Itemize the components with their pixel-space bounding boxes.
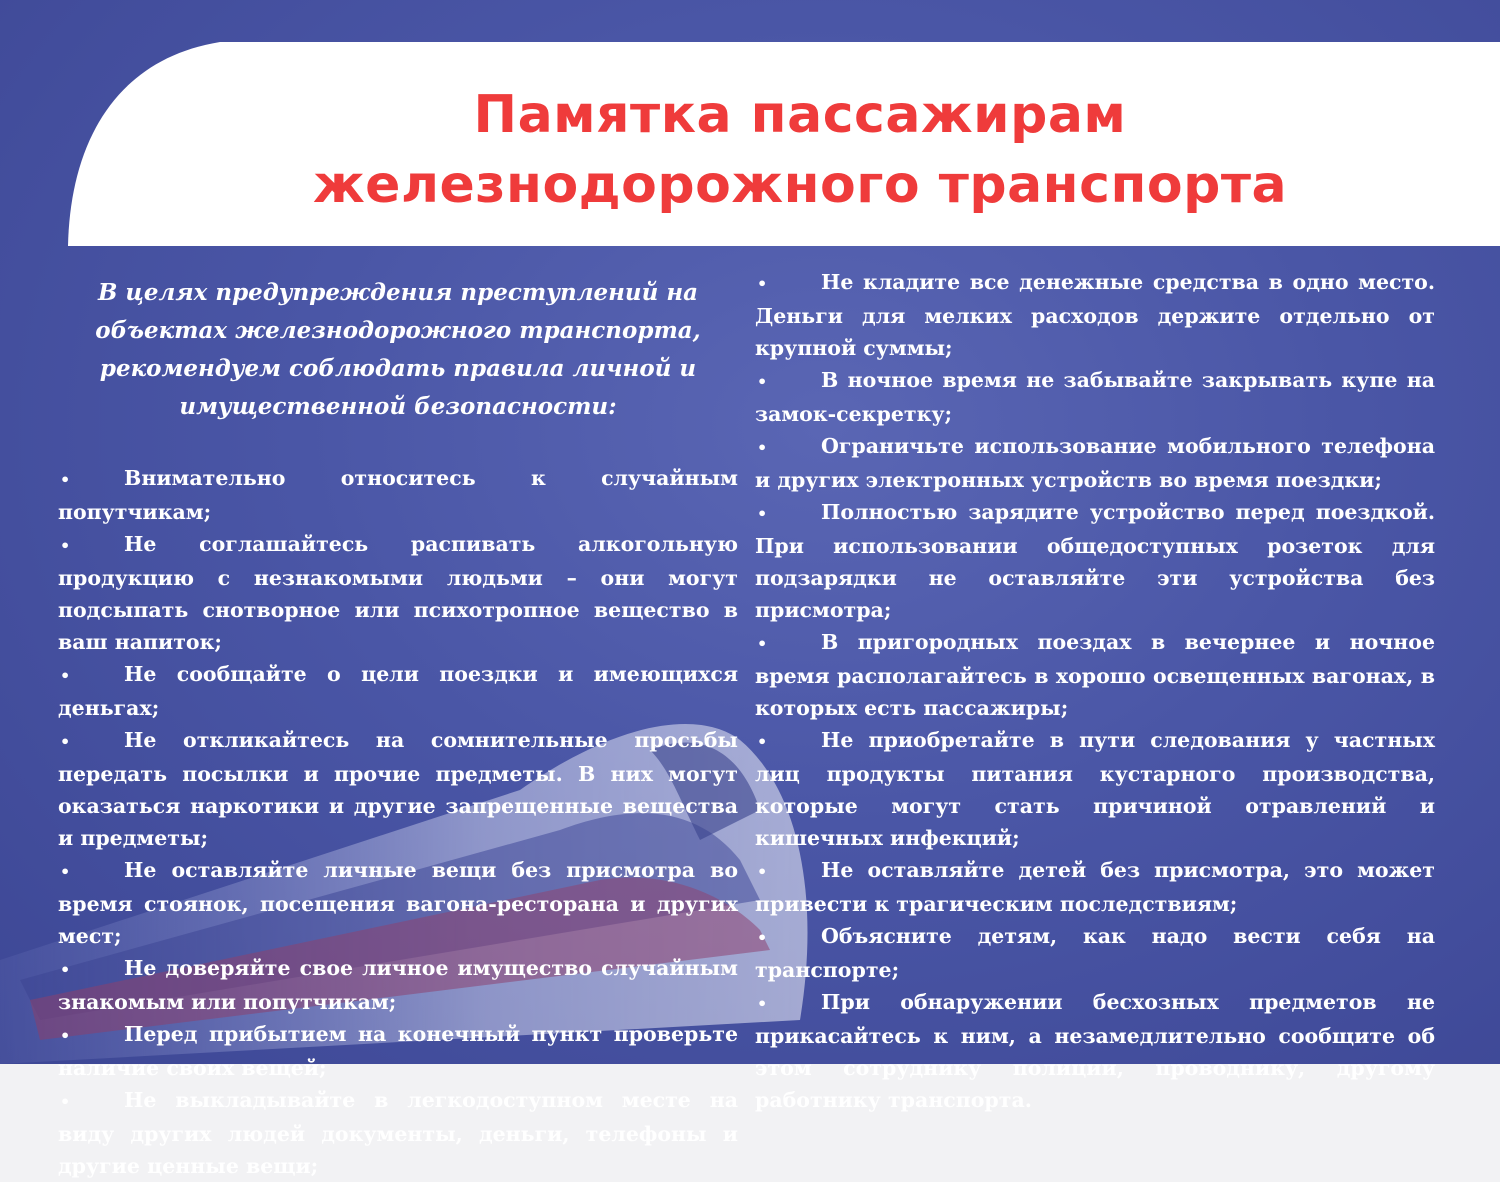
bullet-icon (755, 496, 821, 530)
title-line-2: железнодорожного транспорта (312, 155, 1288, 215)
bullet-icon (755, 364, 821, 398)
bullet-icon (58, 462, 124, 496)
bullet-icon (755, 430, 821, 464)
list-item: •Ограничьте использование мобильного телефона и других электронных устройств во время поездки; (755, 430, 1435, 496)
list-item: •Не оставляйте детей без присмотра, это может привести к трагическим последствиям; (755, 854, 1435, 920)
left-column (58, 274, 738, 1182)
list-item: •Не оставляйте личные вещи без присмотра во время стоянок, посещения вагона-ресторана и других мест; (58, 854, 738, 952)
right-list (755, 266, 1435, 1116)
list-item: •Не выкладывайте в легкодоступном месте на виду других людей документы, деньги, телефоны и другие ценные вещи; (58, 1084, 738, 1182)
bullet-icon (755, 626, 821, 660)
bullet-icon (755, 266, 821, 300)
bullet-icon (58, 854, 124, 888)
list-item: •В пригородных поездах в вечернее и ночное время располагайтесь в хорошо освещенных вагонах, в которых есть пассажиры; (755, 626, 1435, 724)
bullet-icon (58, 658, 124, 692)
list-item: •В ночное время не забывайте закрывать купе на замок-секретку; (755, 364, 1435, 430)
intro-text: В целях предупреждения преступлений на объектах железнодорожного транспорта, рекомендуем соблюдать правила личной и имущественной безопасности: (95, 279, 701, 420)
title-line-1: Памятка пассажирам (473, 85, 1127, 145)
bullet-icon (755, 920, 821, 954)
bullet-icon (58, 1084, 124, 1118)
list-item: •Не сообщайте о цели поездки и имеющихся деньгах; (58, 658, 738, 724)
list-item: •Полностью зарядите устройство перед поездкой. При использовании общедоступных розеток для подзарядки не оставляйте эти устройства без присмотра; (755, 496, 1435, 626)
list-item: •Объясните детям, как надо вести себя на транспорте; (755, 920, 1435, 986)
right-column (755, 266, 1435, 1116)
page-title (200, 80, 1400, 220)
list-item: •Не соглашайтесь распивать алкогольную продукцию с незнакомыми людьми – они могут подсыпать снотворное или психотропное вещество в ваш напиток; (58, 528, 738, 658)
bullet-icon (755, 724, 821, 758)
left-list (58, 462, 738, 1182)
list-item: •Не кладите все денежные средства в одно место. Деньги для мелких расходов держите отдельно от крупной суммы; (755, 266, 1435, 364)
list-item: •Не доверяйте свое личное имущество случайным знакомым или попутчикам; (58, 952, 738, 1018)
bullet-icon (755, 986, 821, 1020)
bullet-icon (58, 1018, 124, 1052)
bullet-icon (58, 724, 124, 758)
bullet-icon (58, 952, 124, 986)
bullet-icon (58, 528, 124, 562)
list-item: •При обнаружении бесхозных предметов не прикасайтесь к ним, а незамедлительно сообщите об этом сотруднику полиции, проводнику, другому работнику транспорта. (755, 986, 1435, 1116)
list-item: •Не откликайтесь на сомнительные просьбы передать посылки и прочие предметы. В них могут оказаться наркотики и другие запрещенные вещества и предметы; (58, 724, 738, 854)
bullet-icon (755, 854, 821, 888)
list-item: •Не приобретайте в пути следования у частных лиц продукты питания кустарного производства, которые могут стать причиной отравлений и кишечных инфекций; (755, 724, 1435, 854)
list-item: •Внимательно относитесь к случайным попутчикам; (58, 462, 738, 528)
list-item: •Перед прибытием на конечный пункт проверьте наличие своих вещей; (58, 1018, 738, 1084)
